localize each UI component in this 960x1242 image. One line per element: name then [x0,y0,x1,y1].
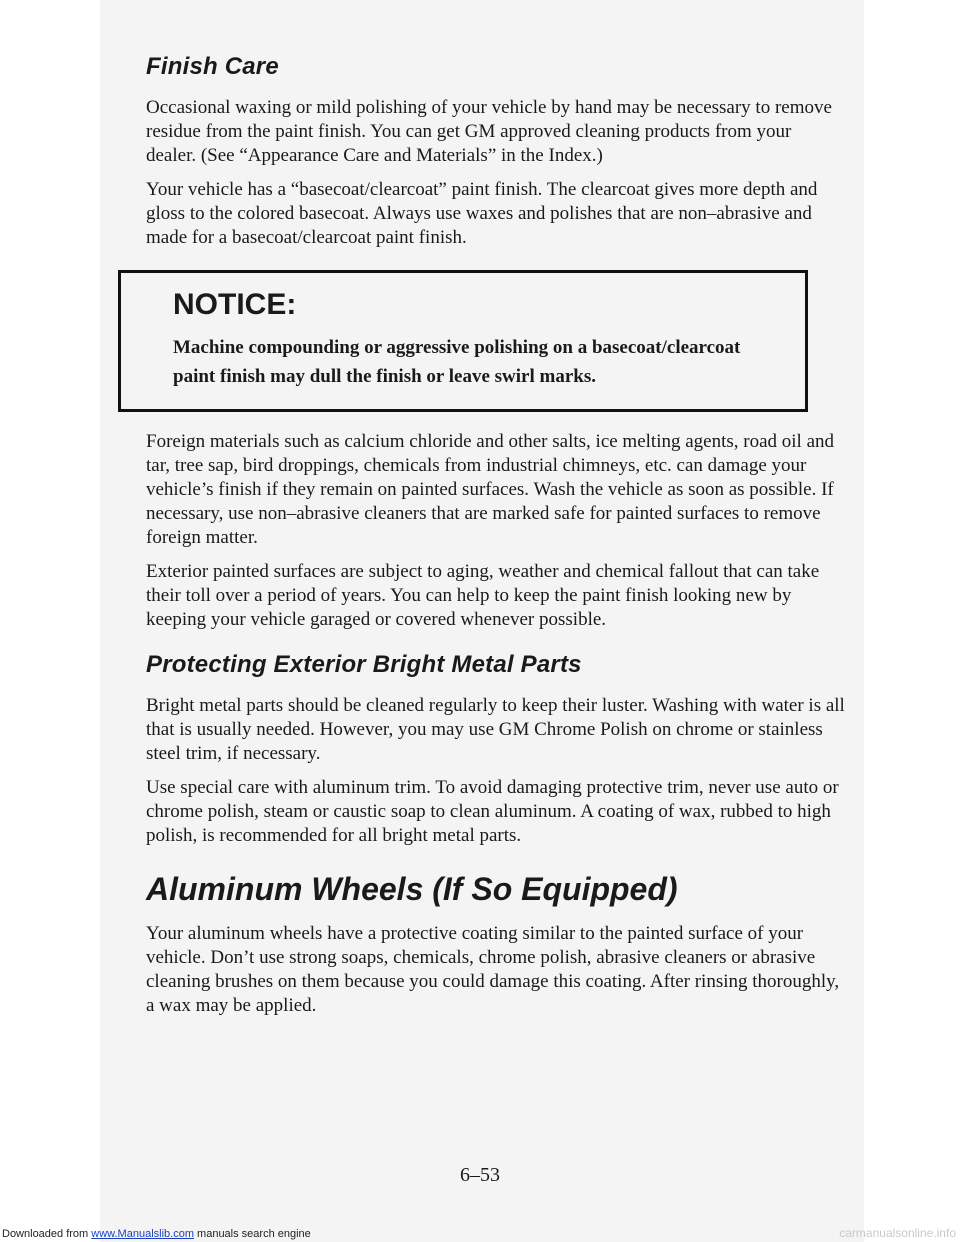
footer-suffix: manuals search engine [193,1228,311,1240]
manualslib-link[interactable]: www.Manualslib.com [91,1228,194,1240]
bright-metal-heading: Protecting Exterior Bright Metal Parts [146,651,582,678]
finish-care-paragraph-2: Your vehicle has a “basecoat/clearcoat” paint finish. The clearcoat gives more depth and gloss to the colored basecoat. Always use waxes and polishes that are non–abrasive and made for a basecoat/clearcoat paint finish. [146,179,818,248]
aluminum-wheels-heading: Aluminum Wheels (If So Equipped) [146,871,678,907]
finish-care-paragraph-1: Occasional waxing or mild polishing of your vehicle by hand may be necessary to remove residue from the paint finish. You can get GM approved cleaning products from your dealer. (See “Appearance Care and Materials” in the Index.) [146,97,832,166]
watermark: carmanualsonline.info [839,1226,956,1240]
notice-title: NOTICE: [173,288,297,321]
bright-metal-paragraph-1: Bright metal parts should be cleaned regularly to keep their luster. Washing with water is all that is usually needed. However, you may use GM Chrome Polish on chrome or stainless steel trim, if necessary. [146,695,845,764]
finish-care-paragraph-3: Foreign materials such as calcium chloride and other salts, ice melting agents, road oil and tar, tree sap, bird droppings, chemicals from industrial chimneys, etc. can damage your vehicle’s finish if they remain on painted surfaces. Wash the vehicle as soon as possible. If necessary, use non–abrasive cleaners that are marked safe for painted surfaces to remove foreign matter. [146,431,835,548]
page-content [146,52,846,1028]
finish-care-heading: Finish Care [146,53,279,80]
notice-box [118,270,808,412]
finish-care-paragraph-4: Exterior painted surfaces are subject to aging, weather and chemical fallout that can take their toll over a period of years. You can help to keep the paint finish looking new by keeping your vehicle garaged or covered whenever possible. [146,561,820,630]
bright-metal-paragraph-2: Use special care with aluminum trim. To avoid damaging protective trim, never use auto or chrome polish, steam or caustic soap to clean aluminum. A coating of wax, rubbed to high polish, is recommended for all bright metal parts. [146,777,839,846]
footer-prefix: Downloaded from [2,1228,92,1240]
aluminum-wheels-paragraph-1: Your aluminum wheels have a protective coating similar to the painted surface of your vehicle. Don’t use strong soaps, chemicals, chrome polish, abrasive cleaners or abrasive cleaning brushes on them because you could damage this coating. After rinsing thoroughly, a wax may be applied. [146,923,840,1016]
page-number: 6–53 [460,1164,500,1186]
download-footer [2,1228,311,1240]
notice-text: Machine compounding or aggressive polishing on a basecoat/clearcoat paint finish may dull the finish or leave swirl marks. [173,337,741,387]
